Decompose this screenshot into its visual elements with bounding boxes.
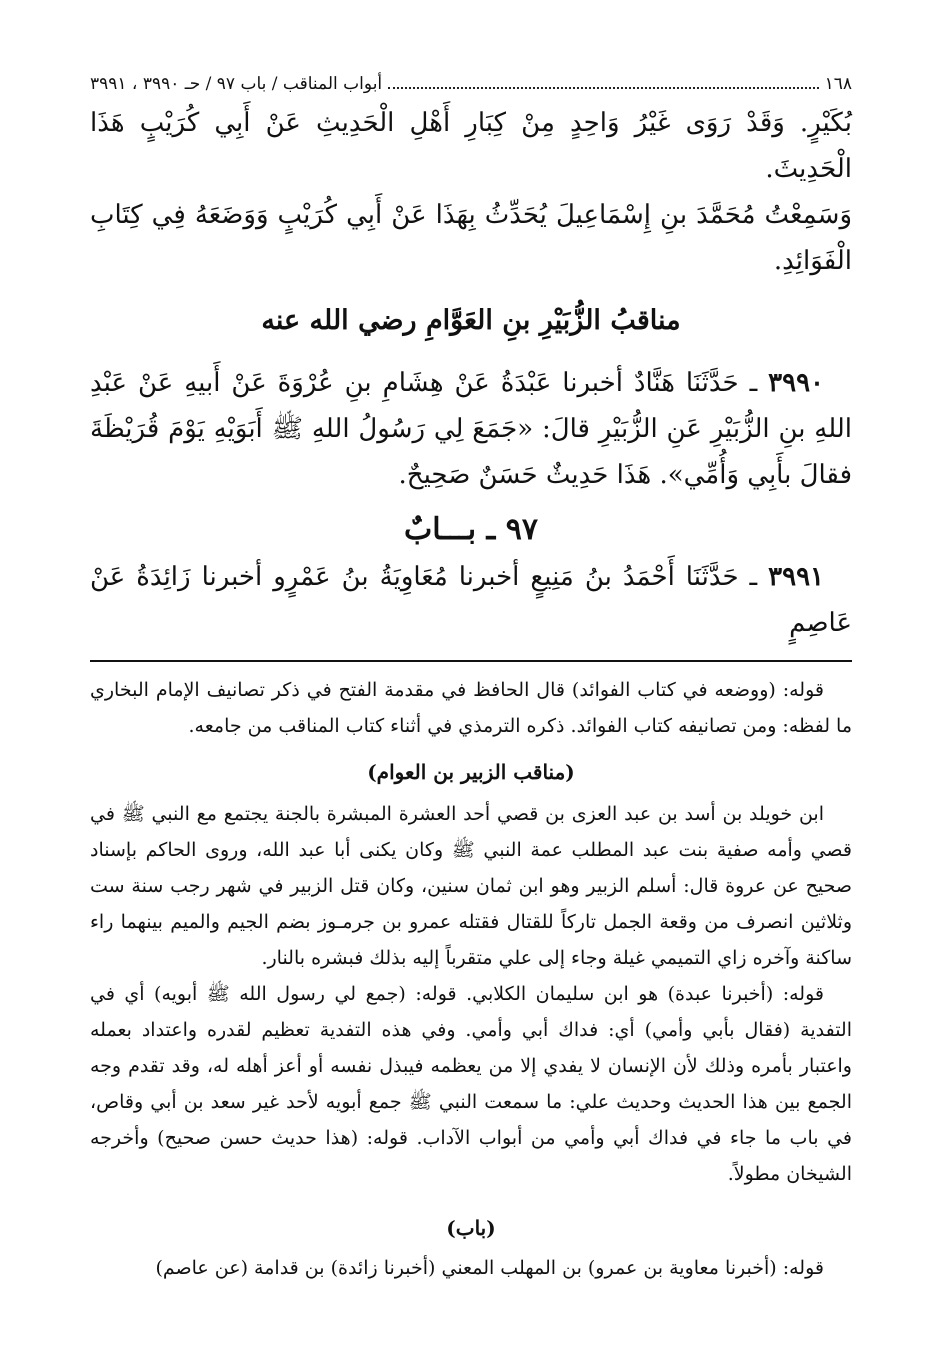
hadith-3991 <box>90 554 852 646</box>
commentary-paragraph-1: قوله: (ووضعه في كتاب الفوائد) قال الحافظ في مقدمة الفتح في ذكر تصانيف الإمام البخاري ما لفظه: ومن تصانيفه كتاب الفوائد. ذكره الترمذي في أثناء كتاب المناقب من جامعه. <box>90 679 852 737</box>
commentary <box>90 672 852 1286</box>
hadith-number: ٣٩٩١ <box>768 562 824 592</box>
commentary-paragraph-2: ابن خويلد بن أسد بن عبد العزى بن قصي أحد العشرة المبشرة بالجنة يجتمع مع النبي ﷺ في قصي وأمه صفية بنت عبد المطلب عمة النبي ﷺ وكان يكنى أبا عبد الله، وروى الحاكم بإسناد صحيح عن عروة قال: أسلم الزبير وهو ابن ثمان سنين، وكان قتل الزبير في شهر رجب سنة ست وثلاثين انصرف من وقعة الجمل تاركاً للقتال فقتله عمرو بن جرمـوز بضم الجيم والميم بينهما راء ساكنة وآخره زاي التميمي غيلة وجاء إلى علي متقرباً إليه بذلك فبشره بالنار. <box>90 803 852 969</box>
hadith-3990 <box>90 360 852 498</box>
header-dotted-leader <box>388 86 818 89</box>
hadith-number: ٣٩٩٠ <box>768 368 824 398</box>
commentary-heading-bab: (باب) <box>446 1216 496 1240</box>
separator-rule <box>90 660 852 662</box>
hadith-text: ـ حَدَّثَنَا هَنَّادٌ أخبرنا عَبْدَةُ عَنْ هِشَامِ بنِ عُرْوَةَ عَنْ أَبيهِ عَنْ عَبْدِ اللهِ بنِ الزُّبَيْرِ عَنِ الزُّبَيْرِ قالَ: «جَمَعَ لِي رَسُولُ اللهِ ﷺ أَبَوَيْهِ يَوْمَ قُرَيْظَةَ فقالَ بأَبِي وَأُمِّي». هَذَا حَدِيثٌ حَسَنٌ صَحِيحٌ. <box>90 368 852 490</box>
bab-heading: ٩٧ ـ بـــابٌ <box>403 512 538 547</box>
intro-line-1: بُكَيْرٍ. وَقَدْ رَوَى غَيْرُ وَاحِدٍ مِنْ كِبَارِ أَهْلِ الْحَدِيثِ عَنْ أَبِي كُرَيْبٍ هَذَا الْحَدِيثَ. <box>90 108 852 184</box>
running-title: أبواب المناقب / باب ٩٧ / حـ ٣٩٩٠ ، ٣٩٩١ <box>90 74 383 94</box>
section-title: مناقبُ الزُّبَيْرِ بنِ العَوَّامِ رضي الله عنه <box>261 305 681 336</box>
page-number: ١٦٨ <box>824 74 852 94</box>
intro-line-2: وَسَمِعْتُ مُحَمَّدَ بنِ إِسْمَاعِيلَ يُحَدِّثُ بِهَذَا عَنْ أَبِي كُرَيْبٍ وَوَضَعَهُ فِي كِتَابِ الْفَوَائِدِ. <box>90 200 852 276</box>
commentary-paragraph-3: قوله: (أخبرنا عبدة) هو ابن سليمان الكلابي. قوله: (جمع لي رسول الله ﷺ أبويه) أي في التفدية (فقال بأبي وأمي) أي: فداك أبي وأمي. وفي هذه التفدية تعظيم لقدره واعتداد بعمله واعتبار بأمره وذلك لأن الإنسان لا يفدي إلا من يعظمه فيبذل نفسه أو أعز أهله له، وقد تقدم وجه الجمع بين هذا الحديث وحديث علي: ما سمعت النبي ﷺ جمع أبويه لأحد غير سعد بن أبي وقاص، في باب ما جاء في فداك أبي وأمي من أبواب الآداب. قوله: (هذا حديث حسن صحيح) وأخرجه الشيخان مطولاً. <box>90 983 852 1185</box>
commentary-heading-zubayr: (مناقب الزبير بن العوام) <box>367 760 575 784</box>
running-header <box>90 70 852 100</box>
hadith-text: ـ حَدَّثَنَا أَحْمَدُ بنُ مَنِيعٍ أخبرنا مُعَاوِيَةُ بنُ عَمْرٍو أخبرنا زَائِدَةُ عَنْ عَاصِمٍ <box>90 562 852 638</box>
main-text <box>90 100 852 646</box>
commentary-paragraph-4: قوله: (أخبرنا معاوية بن عمرو) بن المهلب المعني (أخبرنا زائدة) بن قدامة (عن عاصم) <box>155 1257 824 1279</box>
book-page <box>90 70 852 1286</box>
